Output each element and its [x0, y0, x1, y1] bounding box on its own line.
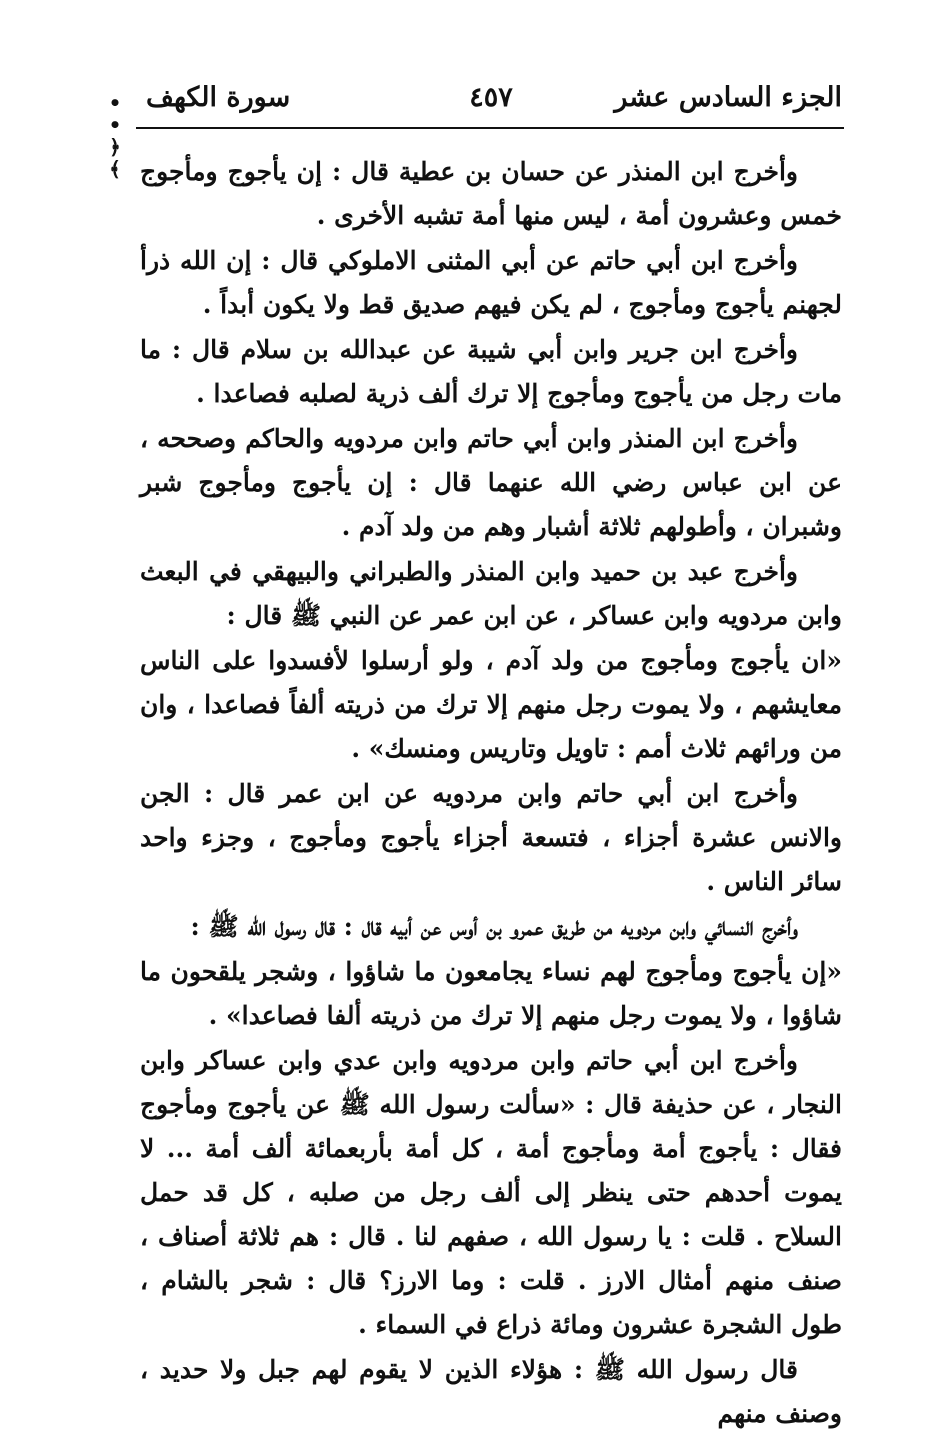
paragraph: قال رسول الله ﷺ : هؤلاء الذين لا يقوم لهم جبل ولا حديد ، وصنف منهم	[140, 1355, 842, 1428]
paragraph: وأخرج ابن جرير وابن أبي شيبة عن عبدالله بن سلام قال : ما مات رجل من يأجوج ومأجوج إلا ترك ألف ذرية لصلبه فصاعدا .	[140, 335, 842, 408]
header-rule	[136, 127, 844, 129]
paragraph: وأخرج ابن أبي حاتم وابن مردويه عن ابن عمر قال : الجن والانس عشرة أجزاء ، فتسعة أجزاء يأجوج ومأجوج ، وجزء واحد سائر الناس .	[140, 779, 842, 896]
margin-marks: • • ﴿ ﴾	[108, 91, 122, 181]
paragraph: وأخرج ابن المنذر عن حسان بن عطية قال : إن يأجوج ومأجوج خمس وعشرون أمة ، ليس منها أمة تشبه الأخرى .	[140, 157, 842, 230]
paragraph: وأخرج ابن أبي حاتم وابن مردويه وابن عدي وابن عساكر وابن النجار ، عن حذيفة قال : «سألت رسول الله ﷺ عن يأجوج ومأجوج فقال : يأجوج أمة ومأجوج أمة ، كل أمة بأربعمائة ألف أمة ... لا يموت أحدهم حتى ينظر إلى ألف رجل من صلبه ، كل قد حمل السلاح . قلت : يا رسول الله ، صفهم لنا . قال : هم ثلاثة أصناف ، صنف منهم أمثال الارز . قلت : وما الارز؟ قال : شجر بالشام ، طول الشجرة عشرون ومائة ذراع في السماء .	[140, 1046, 842, 1339]
page-header	[140, 78, 842, 120]
page-number: ٤٥٧	[469, 82, 513, 113]
paragraph: وأخرج ابن المنذر وابن أبي حاتم وابن مردويه والحاكم وصححه ، عن ابن عباس رضي الله عنهما قال : إن يأجوج ومأجوج شبر وشبران ، وأطولهم ثلاثة أشبار وهم من ولد آدم .	[140, 424, 842, 541]
part-label: الجزء السادس عشر	[614, 82, 842, 113]
hadith-quote: «ان يأجوج ومأجوج من ولد آدم ، ولو أرسلوا لأفسدوا على الناس معايشهم ، ولا يموت رجل منهم إلا ترك من ذريته ألفاً فصاعدا ، وان من ورائهم ثلاث أمم : تاويل وتاريس ومنسك» .	[140, 646, 842, 763]
paragraph: وأخرج ابن أبي حاتم عن أبي المثنى الاملوكي قال : إن الله ذرأ لجهنم يأجوج ومأجوج ، لم يكن فيهم صديق قط ولا يكون أبداً .	[140, 246, 842, 319]
paragraph: وأخرج النسائي وابن مردويه من طريق عمرو بن أوس عن أبيه قال : قال رسول الله ﷺ :	[190, 912, 798, 941]
paragraph: وأخرج عبد بن حميد وابن المنذر والطبراني والبيهقي في البعث وابن مردويه وابن عساكر ، عن ابن عمر عن النبي ﷺ قال :	[140, 557, 842, 630]
hadith-quote: «إن يأجوج ومأجوج لهم نساء يجامعون ما شاؤوا ، وشجر يلقحون ما شاؤوا ، ولا يموت رجل منهم إلا ترك من ذريته ألفا فصاعدا» .	[140, 957, 842, 1030]
body-text	[140, 150, 842, 1437]
surah-label: سورة الكهف	[146, 82, 291, 113]
